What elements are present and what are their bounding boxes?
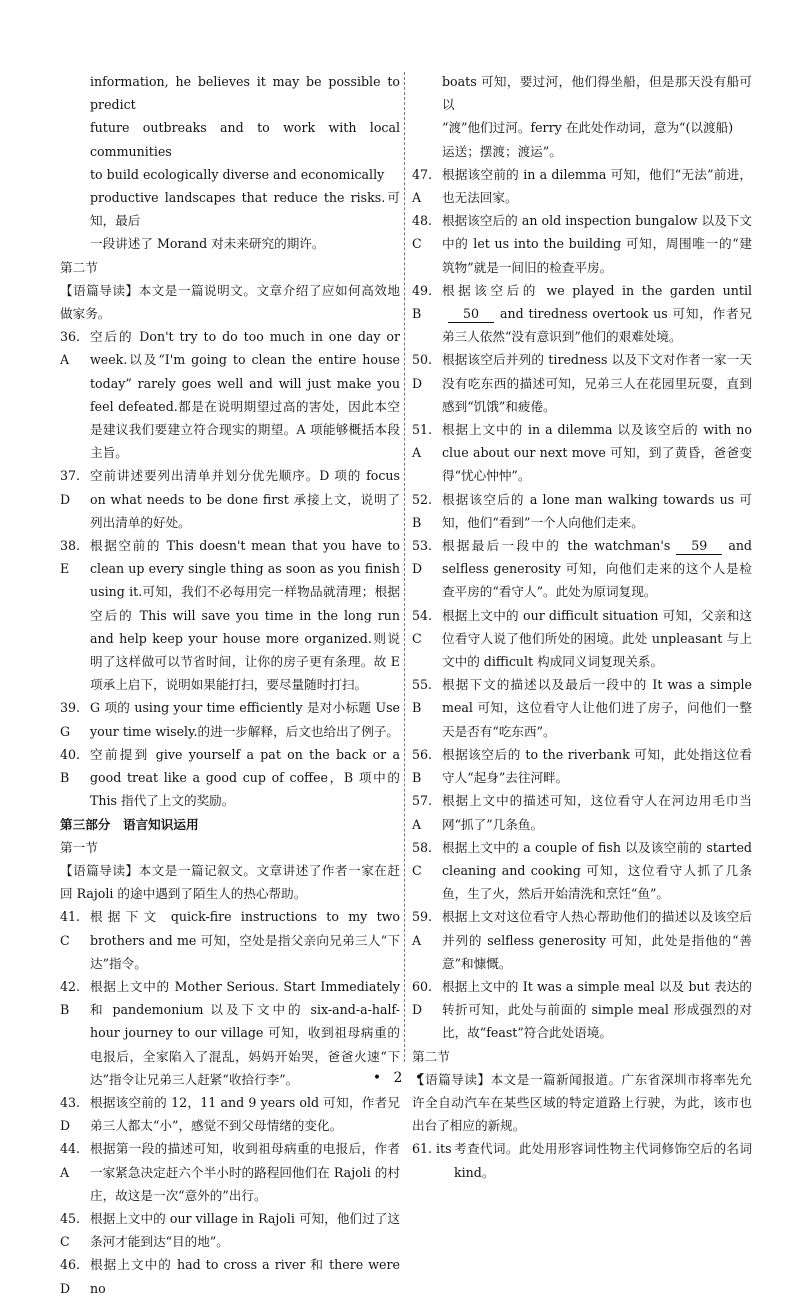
answer-number: 51. A	[412, 422, 433, 461]
answer-item	[412, 163, 752, 209]
page-number: • 2 •	[372, 1070, 428, 1086]
answer-number: 57. A	[412, 793, 433, 832]
answer-item	[60, 905, 400, 975]
answer-item	[412, 743, 752, 789]
answer-explanation	[442, 534, 752, 604]
answer-item	[412, 604, 752, 674]
intro-line: information, he believes it may be possible to predict	[90, 74, 400, 113]
intro-line: productive landscapes that reduce the risks.可知，最后	[90, 190, 400, 229]
section-title: 第二节	[60, 259, 98, 275]
answer-number: 58. C	[412, 839, 433, 878]
answer-number: 41. C	[60, 909, 81, 948]
answer-number: 38. E	[60, 538, 81, 577]
left-column	[60, 70, 400, 1300]
answer-number: 43. D	[60, 1094, 81, 1134]
answer-number: 45. C	[60, 1210, 81, 1250]
answer-item	[412, 905, 752, 975]
answer-item	[60, 325, 400, 464]
answer-explanation	[442, 279, 752, 349]
answer-item	[412, 534, 752, 604]
answer-item	[60, 743, 400, 813]
answer-item	[60, 464, 400, 534]
answer-item	[412, 673, 752, 743]
answer-number: 55. B	[412, 677, 433, 716]
answer-number: 36. A	[60, 329, 81, 368]
answer-explanation: 根据该空前的 12，11 and 9 years old 可知，作者兄弟三人都太“小”，感觉不到父母情绪的变化。	[90, 1094, 400, 1134]
answer-explanation: 根据上文中的 a couple of fish 以及该空前的 started cleaning and cooking 可知，这位看守人抓了几条鱼，生了火，然后开始清洗和烹饪“鱼”。	[442, 839, 752, 902]
right-column	[412, 70, 752, 1184]
answer-item	[412, 209, 752, 279]
answer-number: 52. B	[412, 491, 433, 530]
intro-line: to build ecologically diverse and economically	[90, 166, 385, 182]
continued-line: “渡”他们过河。ferry 在此处作动词，意为“(以渡船)	[442, 120, 734, 136]
blank-number: 50	[448, 306, 494, 323]
passage-guide: 【语篇导读】本文是一篇说明文。文章介绍了应如何高效地做家务。	[60, 282, 400, 322]
answer-item	[412, 348, 752, 418]
answer-explanation: 根据该空后的 an old inspection bungalow 以及下文中的 let us into the building 可知，周围唯一的“建筑物”就是一间旧的检查平房。	[442, 213, 752, 275]
intro-paragraph	[60, 70, 400, 256]
column-divider	[404, 72, 405, 1062]
answer-number: 50. D	[412, 352, 433, 391]
explanation-text: and tiredness overtook us 可知，作者兄弟三人依然“没有意识到”他们的艰难处境。	[442, 306, 752, 345]
intro-line: future outbreaks and to work with local communities	[90, 120, 400, 159]
explanation-text: and selfless generosity 可知，向他们走来的这个人是检查平房的“看守人”。此处为原词复现。	[442, 538, 752, 600]
answer-number: 48. C	[412, 213, 433, 252]
answer-number: 54. C	[412, 607, 433, 646]
answer-explanation: 根据该空后并列的 tiredness 以及下文对作者一家一天没有吃东西的描述可知，兄弟三人在花园里玩耍，直到感到“饥饿”和疲倦。	[442, 352, 752, 414]
answer-item	[60, 696, 400, 742]
answer-item	[412, 1137, 752, 1183]
answer-number: 49. B	[412, 282, 433, 322]
continued-paragraph	[412, 70, 752, 163]
answer-number: 59. A	[412, 909, 433, 948]
answer-item	[412, 789, 752, 835]
answer-item	[60, 534, 400, 696]
answer-explanation: 根据下文的描述以及最后一段中的 It was a simple meal 可知，这位看守人让他们进了房子，问他们一整天是否有“吃东西”。	[442, 677, 752, 739]
answer-explanation: 空前提到 give yourself a pat on the back or a good treat like a good cup of coffee，B 项中的 This 指代了上文的奖励。	[90, 746, 400, 809]
answer-number: 47. A	[412, 166, 433, 206]
answer-item	[412, 418, 752, 488]
answer-item	[412, 975, 752, 1045]
answer-item	[412, 488, 752, 534]
answer-explanation: 根据第一段的描述可知，收到祖母病重的电报后，作者一家紧急决定赶六个半小时的路程回他们在 Rajoli 的村庄，故这是一次“意外的”出行。	[90, 1141, 400, 1203]
part-title: 第三部分 语言知识运用	[60, 816, 199, 832]
answer-number: 60. D	[412, 978, 433, 1018]
explanation-text: 根据最后一段中的 the watchman's	[442, 538, 671, 554]
answer-explanation: 根据上文中的 our village in Rajoli 可知，他们过了这条河才能到达“目的地”。	[90, 1210, 400, 1250]
answer-number: 44. A	[60, 1141, 81, 1180]
answer-item	[412, 279, 752, 349]
answer-explanation: 根据下文 quick-fire instructions to my two brothers and me 可知，空处是指父亲向兄弟三人“下达”指令。	[90, 909, 400, 971]
answer-number: 61. its	[412, 1141, 452, 1157]
passage-guide: 【语篇导读】本文是一篇记叙文。文章讲述了作者一家在赶回 Rajoli 的途中遇到了陌生人的热心帮助。	[60, 862, 400, 902]
answer-explanation: 根据上文中的描述可知，这位看守人在河边用毛巾当网“抓了”几条鱼。	[442, 793, 752, 832]
answer-number: 37. D	[60, 468, 81, 507]
answer-number: 40. B	[60, 746, 81, 786]
answer-explanation: 根据上文中的 in a dilemma 以及该空后的 with no clue about our next move 可知，到了黄昏，爸爸变得“忧心忡忡”。	[442, 422, 752, 484]
answer-explanation: 根据该空前的 in a dilemma 可知，他们“无法”前进，也无法回家。	[442, 166, 752, 206]
answer-explanation: G 项的 using your time efficiently 是对小标题 Use your time wisely.的进一步解释，后文也给出了例子。	[90, 700, 400, 739]
continued-line: boats 可知，要过河，他们得坐船，但是那天没有船可以	[442, 74, 752, 113]
answer-item	[412, 836, 752, 906]
section-title: 第二节	[412, 1048, 450, 1064]
answer-explanation: 根据上文中的 had to cross a river 和 there were no	[90, 1257, 400, 1296]
answer-number: 46. D	[60, 1257, 81, 1296]
answer-explanation: 根据上文中的 our difficult situation 可知，父亲和这位看守人说了他们所处的困境。此处 unpleasant 与上文中的 difficult 构成同义词复现关系。	[442, 607, 752, 670]
answer-number: 42. B	[60, 978, 81, 1018]
passage-guide: 【语篇导读】本文是一篇新闻报道。广东省深圳市将率先允许全自动汽车在某些区域的特定道路上行驶，为此，该市也出台了相应的新规。	[412, 1071, 752, 1134]
answer-explanation: 根据该空后的 a lone man walking towards us 可知，他们“看到”一个人向他们走来。	[442, 491, 752, 530]
answer-number: 56. B	[412, 746, 433, 786]
answer-item	[60, 1137, 400, 1207]
answer-item	[60, 1091, 400, 1137]
answer-item	[60, 1253, 400, 1299]
blank-number: 59	[676, 538, 722, 555]
explanation-text: 根据该空后的 we played in the garden until	[442, 282, 752, 298]
answer-explanation: 考查代词。此处用形容词性物主代词修饰空后的名词 kind。	[454, 1141, 752, 1180]
intro-line: 一段讲述了 Morand 对未来研究的期许。	[90, 236, 325, 252]
answer-number: 53. D	[412, 538, 433, 577]
answer-explanation: 空后的 Don't try to do too much in one day or week.以及“I'm going to clean the entire house today” rarely goes well and will just make you feel defeated.都是在说明期望过高的害处，因此本空是建议我们要建立符合现实的期望。A 项能够概括本段主旨。	[90, 329, 400, 461]
answer-item	[60, 1207, 400, 1253]
answer-explanation: 根据空前的 This doesn't mean that you have to clean up every single thing as soon as you finish using it.可知，我们不必每用完一样物品就清理；根据空后的 This will save you time in the long run and help keep your house more organized.则说明了这样做可以节省时间，让你的房子更有条理。故 E 项承上启下，说明如果能打扫，要尽量随时打扫。	[90, 538, 400, 693]
answer-number: 39. G	[60, 700, 81, 739]
answer-explanation: 根据上文对这位看守人热心帮助他们的描述以及该空后并列的 selfless generosity 可知，此处是指他的“善意”和慷慨。	[442, 909, 752, 971]
answer-explanation: 根据上文中的 Mother Serious. Start Immediately 和 pandemonium 以及下文中的 six-and-a-half-hour journey to our village 可知，收到祖母病重的电报后，全家陷入了混乱，妈妈开始哭，爸爸火速“下达”指令让兄弟三人赶紧“收拾行李”。	[90, 978, 400, 1087]
section-title: 第一节	[60, 839, 98, 855]
answer-explanation: 空前讲述要列出清单并划分优先顺序。D 项的 focus on what needs to be done first 承接上文，说明了列出清单的好处。	[90, 468, 400, 530]
answer-explanation: 根据该空后的 to the riverbank 可知，此处指这位看守人“起身”去往河畔。	[442, 746, 752, 786]
continued-line: 运送；摆渡；渡运”。	[442, 143, 562, 159]
answer-explanation: 根据上文中的 It was a simple meal 以及 but 表达的转折可知，此处与前面的 simple meal 形成强烈的对比，故“feast”符合此处语境。	[442, 978, 752, 1041]
